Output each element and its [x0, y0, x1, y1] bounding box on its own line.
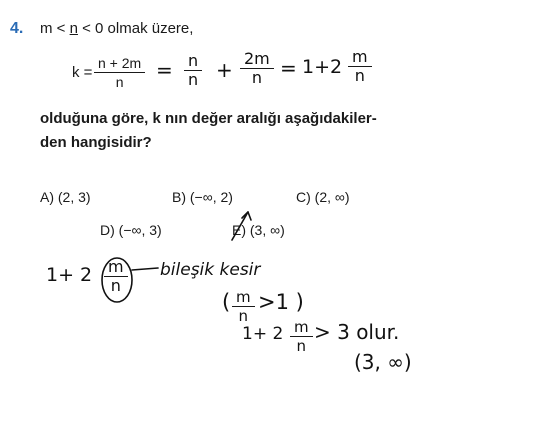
choice-e-value: ) (3, ∞) [241, 222, 285, 238]
res-gt3-olur: > 3 olur. [314, 320, 400, 344]
cond-frac-n: n [238, 307, 249, 325]
hand-frac-2m-num: 2m [240, 50, 274, 69]
hand-frac-2m-den: n [251, 68, 262, 87]
k-label: k = [72, 64, 93, 81]
cond-gt1: >1 ) [258, 290, 304, 314]
choice-c[interactable]: C) (2, ∞) [296, 189, 350, 205]
condition-rest: < 0 olmak üzere, [77, 20, 194, 37]
hand-frac-m-den: n [354, 66, 365, 85]
cond-frac-m: m [232, 288, 255, 307]
hand-equals-1: = [156, 58, 173, 82]
note-bilesik-kesir: bileşik kesir [160, 260, 261, 280]
condition-lt: < [52, 20, 70, 37]
res-1plus2: 1+ 2 [242, 324, 284, 344]
hand-equals-2: = [280, 56, 297, 80]
hand-frac-n-den: n [188, 70, 199, 89]
slash-mark-e [232, 212, 248, 240]
final-answer: (3, ∞) [354, 350, 412, 374]
condition-m: m [40, 20, 53, 37]
hand-frac-n-num: n [184, 52, 202, 71]
cond-open-paren: ( [222, 290, 231, 314]
hand-frac-m-num: m [348, 48, 372, 67]
question-line-1: olduğuna göre, k nın değer aralığı aşağıdakiler- [40, 110, 377, 127]
choice-e-letter: E [232, 222, 242, 238]
k-numerator: n + 2m [94, 54, 145, 73]
k-denominator: n [115, 74, 124, 90]
res-frac-m: m [290, 318, 313, 337]
choice-a[interactable]: A) (2, 3) [40, 189, 91, 205]
step-frac-n: n [110, 276, 121, 295]
circle-mark [102, 258, 132, 302]
hand-plus: + [216, 58, 233, 82]
hand-1plus2: 1+2 [302, 56, 343, 78]
question-line-2: den hangisidir? [40, 134, 152, 151]
step-frac-m: m [104, 258, 128, 277]
choice-b[interactable]: B) (−∞, 2) [172, 189, 233, 205]
connector-stroke [132, 268, 158, 270]
condition-n: n [69, 20, 78, 37]
res-frac-n: n [296, 337, 307, 355]
choice-d[interactable]: D) (−∞, 3) [100, 222, 162, 238]
step-1plus2: 1+ 2 [46, 264, 93, 286]
question-number: 4. [10, 20, 24, 37]
